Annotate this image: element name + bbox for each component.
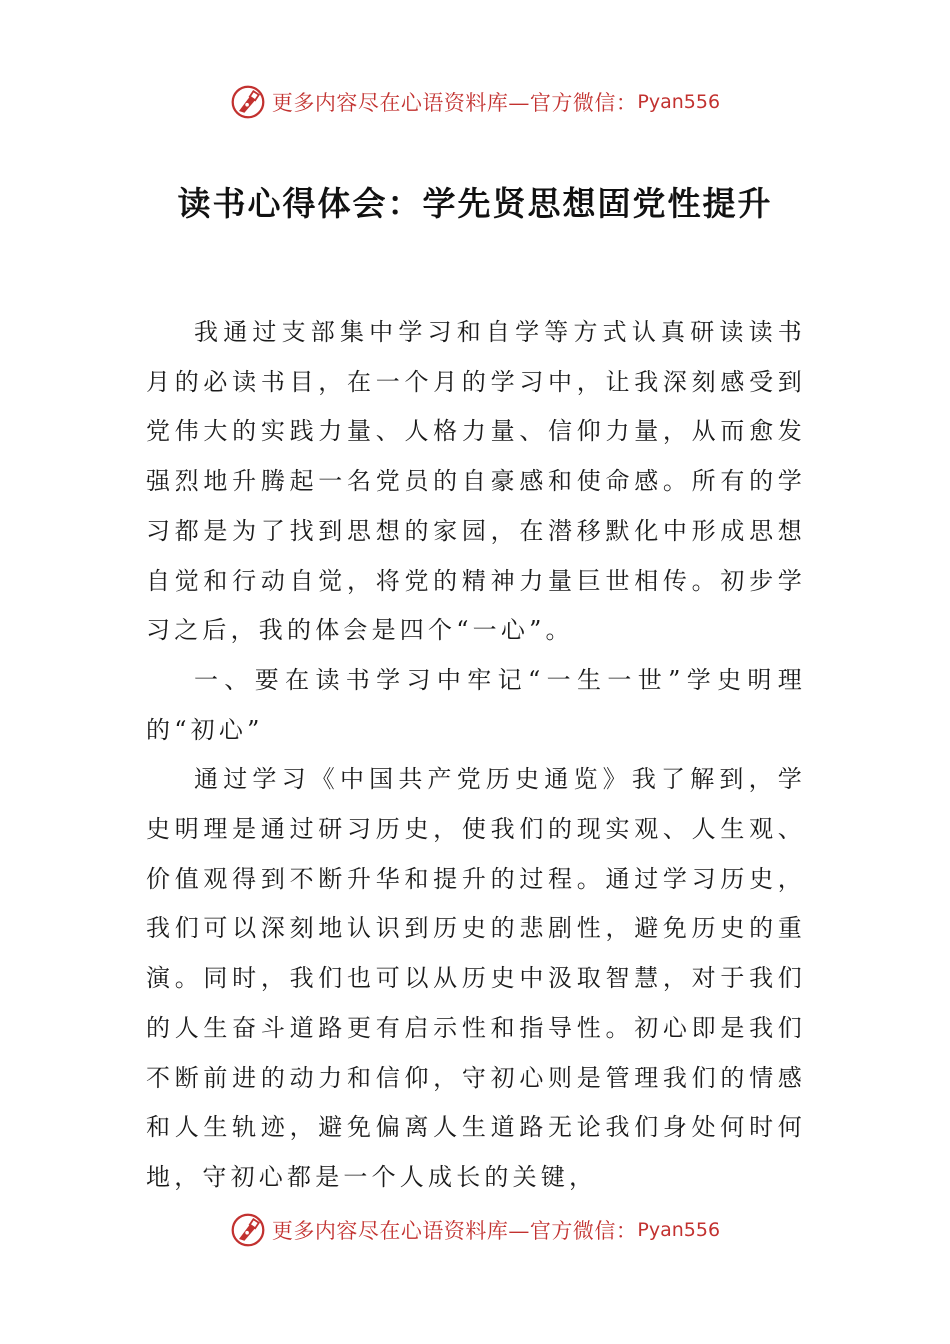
section-heading-1: 一、要在读书学习中牢记“一生一世”学史明理的“初心” bbox=[146, 665, 806, 744]
banner-wechat-id: Pyan556 bbox=[637, 1219, 721, 1241]
pen-nib-logo-icon bbox=[230, 1212, 266, 1248]
footer-banner bbox=[0, 1210, 950, 1250]
document-title: 读书心得体会：学先贤思想固党性提升 bbox=[177, 184, 773, 223]
header-banner bbox=[0, 82, 950, 122]
paragraph-intro: 我通过支部集中学习和自学等方式认真研读读书月的必读书目，在一个月的学习中，让我深刻感受到党伟大的实践力量、人格力量、信仰力量，从而愈发强烈地升腾起一名党员的自豪感和使命感。所有的学习都是为了找到思想的家园，在潜移默化中形成思想自觉和行动自觉，将党的精神力量巨世相传。初步学习之后，我的体会是四个“一心”。 bbox=[146, 318, 806, 645]
banner-text: 更多内容尽在心语资料库—官方微信： bbox=[271, 91, 638, 115]
banner-wechat-id: Pyan556 bbox=[637, 91, 721, 113]
document-body bbox=[146, 308, 806, 1203]
banner-text: 更多内容尽在心语资料库—官方微信： bbox=[271, 1219, 638, 1243]
pen-nib-logo-icon bbox=[230, 84, 266, 120]
paragraph-section-1: 通过学习《中国共产党历史通览》我了解到，学史明理是通过研习历史，使我们的现实观、人生观、价值观得到不断升华和提升的过程。通过学习历史，我们可以深刻地认识到历史的悲剧性，避免历史的重演。同时，我们也可以从历史中汲取智慧，对于我们的人生奋斗道路更有启示性和指导性。初心即是我们不断前进的动力和信仰，守初心则是管理我们的情感和人生轨迹，避免偏离人生道路无论我们身处何时何地，守初心都是一个人成长的关键， bbox=[146, 765, 806, 1191]
